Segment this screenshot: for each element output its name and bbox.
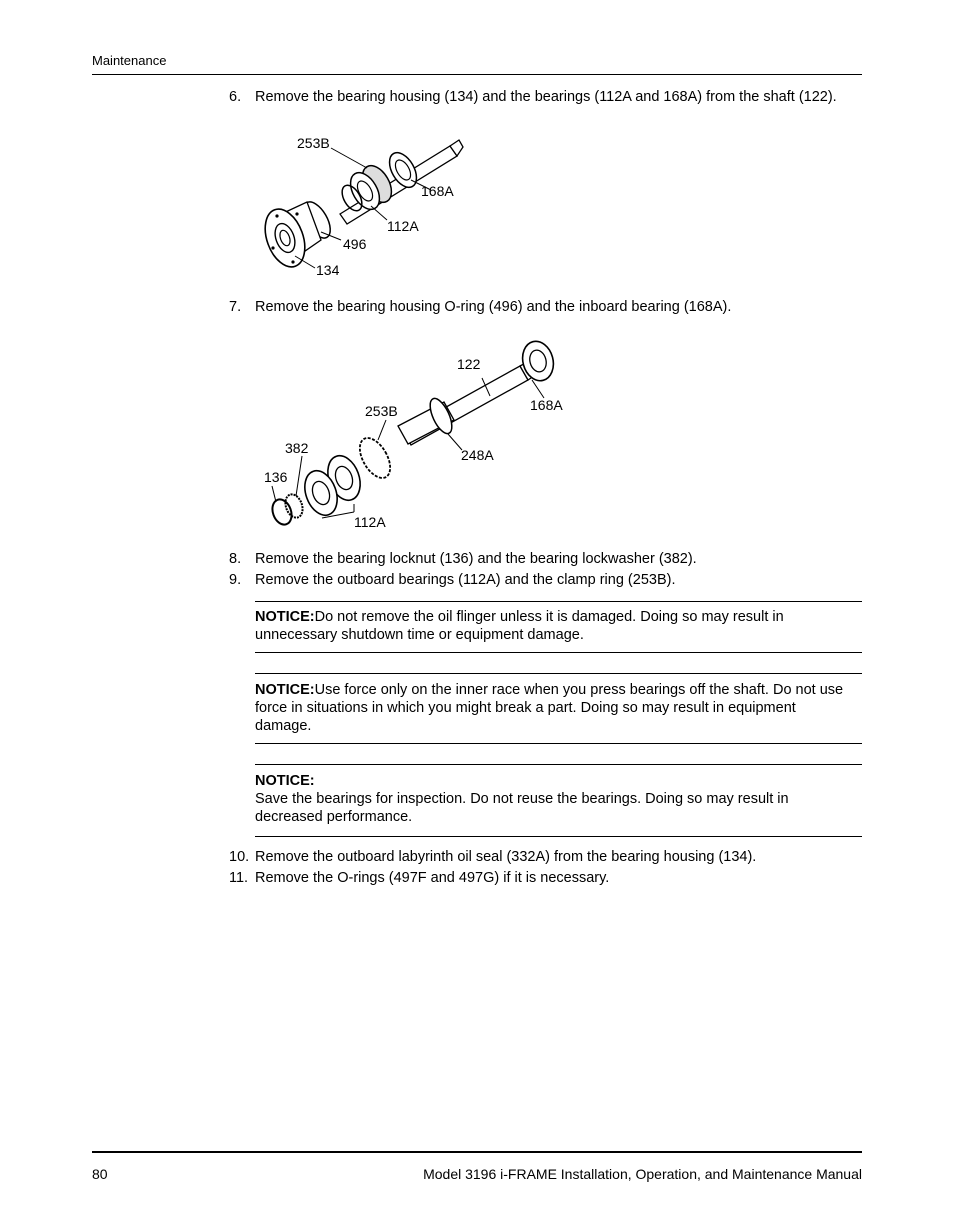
- notice-inner-race-force: [255, 681, 850, 735]
- step-text: Remove the O-rings (497F and 497G) if it is necessary.: [255, 870, 610, 886]
- notice-oil-flinger: [255, 608, 850, 644]
- step-9: [229, 572, 675, 588]
- notice-rule-top: [255, 764, 862, 765]
- figure2-label-112a: 112A: [354, 514, 386, 530]
- notice-label: NOTICE:: [255, 773, 315, 789]
- figure1-label-253b: 253B: [297, 135, 330, 151]
- notice-text: Use force only on the inner race when you press bearings off the shaft. Do not use force in situations in which you might break a part. Doing so may result in equipment damage.: [255, 682, 844, 734]
- step-7: [229, 299, 731, 315]
- step-number: 9.: [229, 572, 242, 588]
- step-number: 11.: [229, 870, 249, 886]
- step-text: Remove the outboard labyrinth oil seal (332A) from the bearing housing (134).: [255, 849, 757, 865]
- step-text: Remove the bearing housing (134) and the bearings (112A and 168A) from the shaft (122).: [255, 89, 837, 105]
- step-6: [229, 89, 837, 105]
- step-number: 6.: [229, 89, 242, 105]
- notice-rule-top: [255, 673, 862, 674]
- step-number: 10.: [229, 849, 250, 865]
- figure1-label-496: 496: [343, 236, 367, 252]
- step-text: Remove the outboard bearings (112A) and the clamp ring (253B).: [255, 572, 676, 588]
- notice-save-bearings: [255, 772, 850, 826]
- notice-rule-bottom: [255, 652, 862, 653]
- figure1-label-168a: 168A: [421, 183, 454, 199]
- step-8: [229, 551, 697, 567]
- manual-title: Model 3196 i-FRAME Installation, Operation, and Maintenance Manual: [423, 1166, 862, 1182]
- notice-rule-top: [255, 601, 862, 602]
- step-10: [229, 849, 756, 865]
- notice-label: NOTICE:: [255, 609, 315, 625]
- figure2-label-382: 382: [285, 440, 309, 456]
- figure2-label-168a: 168A: [530, 397, 563, 413]
- running-header-section: Maintenance: [92, 53, 167, 68]
- notice-rule-bottom: [255, 836, 862, 837]
- figure-shaft-and-bearings-exploded: [258, 336, 578, 536]
- notice-text: Save the bearings for inspection. Do not reuse the bearings. Doing so may result in decreased performance.: [255, 791, 789, 825]
- figure1-label-112a: 112A: [387, 218, 419, 234]
- figure2-label-122: 122: [457, 356, 481, 372]
- notice-label: NOTICE:: [255, 682, 315, 698]
- step-text: Remove the bearing housing O-ring (496) and the inboard bearing (168A).: [255, 299, 732, 315]
- figure-bearing-housing-removal: [255, 128, 485, 280]
- figure1-label-134: 134: [316, 262, 340, 278]
- notice-rule-bottom: [255, 743, 862, 744]
- step-number: 7.: [229, 299, 242, 315]
- header-rule: [92, 74, 862, 75]
- figure2-label-136: 136: [264, 469, 288, 485]
- figure2-label-253b: 253B: [365, 403, 398, 419]
- footer-rule: [92, 1151, 862, 1153]
- notice-text: Do not remove the oil flinger unless it is damaged. Doing so may result in unnecessary shutdown time or equipment damage.: [255, 609, 784, 643]
- figure2-label-248a: 248A: [461, 447, 494, 463]
- step-11: [229, 870, 609, 886]
- step-number: 8.: [229, 551, 242, 567]
- step-text: Remove the bearing locknut (136) and the bearing lockwasher (382).: [255, 551, 697, 567]
- page-number: 80: [92, 1166, 108, 1182]
